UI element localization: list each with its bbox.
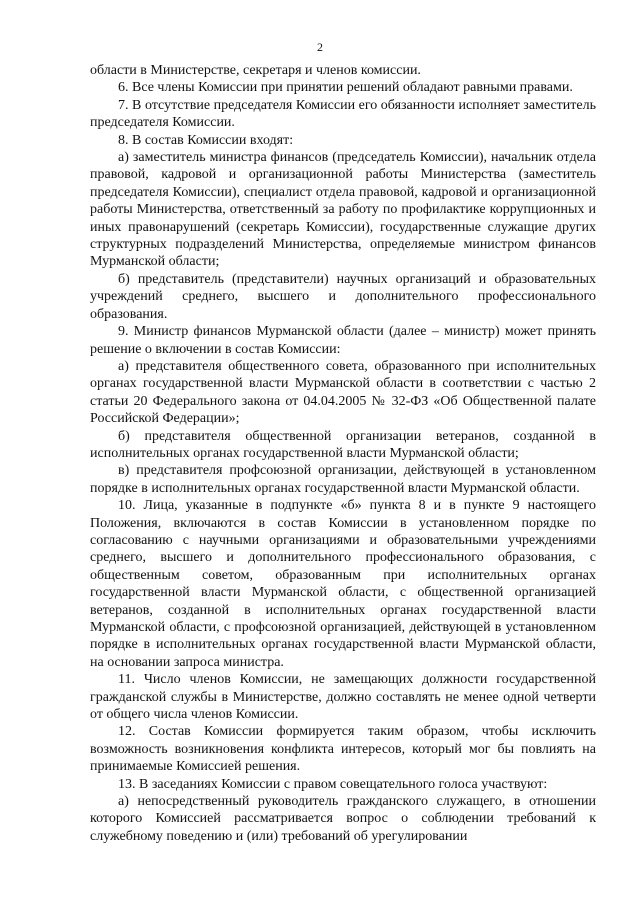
paragraph: б) представителя общественной организации ветеранов, созданной в исполнительных органах государственной власти Мурманской области;	[90, 428, 596, 461]
paragraph: в) представителя профсоюзной организации, действующей в установленном порядке в исполнительных органах государственной власти Мурманской области.	[90, 463, 596, 496]
paragraph: 8. В состав Комиссии входят:	[118, 132, 294, 148]
paragraph: 11. Число членов Комиссии, не замещающих должности государственной гражданской службы в Министерстве, должно составлять не менее одной четверти от общего числа членов Комиссии.	[90, 672, 596, 723]
paragraph: 6. Все члены Комиссии при принятии решений обладают равными правами.	[118, 80, 573, 96]
document-body	[90, 62, 596, 845]
paragraph: 7. В отсутствие председателя Комиссии его обязанности исполняет заместитель председателя Комиссии.	[90, 97, 596, 131]
paragraph: а) заместитель министра финансов (председатель Комиссии), начальник отдела правовой, кадровой и организационной работы Министерства (заместитель председателя Комиссии), специалист отдела правовой, кадровой и организационной работы Министерства, ответственный за работу по профилактике коррупционных и иных правонарушений (секретарь Комиссии), государственные служащие других структурных подразделений Министерства, определяемые министром финансов Мурманской области;	[90, 150, 596, 270]
paragraph: области в Министерстве, секретаря и членов комиссии.	[90, 63, 421, 78]
paragraph: б) представитель (представители) научных организаций и образовательных учреждений среднего, высшего и дополнительного профессионального образования.	[90, 271, 596, 322]
paragraph: а) непосредственный руководитель гражданского служащего, в отношении которого Комиссией рассматривается вопрос о соблюдении требований к служебному поведению и (или) требований об урегулировании	[90, 794, 596, 844]
paragraph: 10. Лица, указанные в подпункте «б» пункта 8 и в пункте 9 настоящего Положения, включаются в состав Комиссии в установленном порядке по согласованию с научными организациями и образовательными учреждениями среднего, высшего и дополнительного профессионального образования, с общественным советом, образованным при исполнительных органах государственной власти Мурманской области, с общественной организацией ветеранов, созданной в исполнительных органах государственной власти Мурманской области, с профсоюзной организацией, действующей в установленном порядке в исполнительных органах государственной власти Мурманской области, на основании запроса министра.	[90, 498, 596, 670]
page-number: 2	[317, 40, 323, 54]
paragraph: а) представителя общественного совета, образованного при исполнительных органах государственной власти Мурманской области в соответствии с частью 2 статьи 20 Федерального закона от 04.04.2005 № 32-ФЗ «Об Общественной палате Российской Федерации»;	[90, 358, 596, 427]
paragraph: 13. В заседаниях Комиссии с правом совещательного голоса участвуют:	[118, 776, 548, 792]
paragraph: 12. Состав Комиссии формируется таким образом, чтобы исключить возможность возникновения конфликта интересов, который мог бы повлиять на принимаемые Комиссией решения.	[90, 724, 596, 775]
paragraph: 9. Министр финансов Мурманской области (далее – министр) может принять решение о включении в состав Комиссии:	[90, 324, 596, 357]
